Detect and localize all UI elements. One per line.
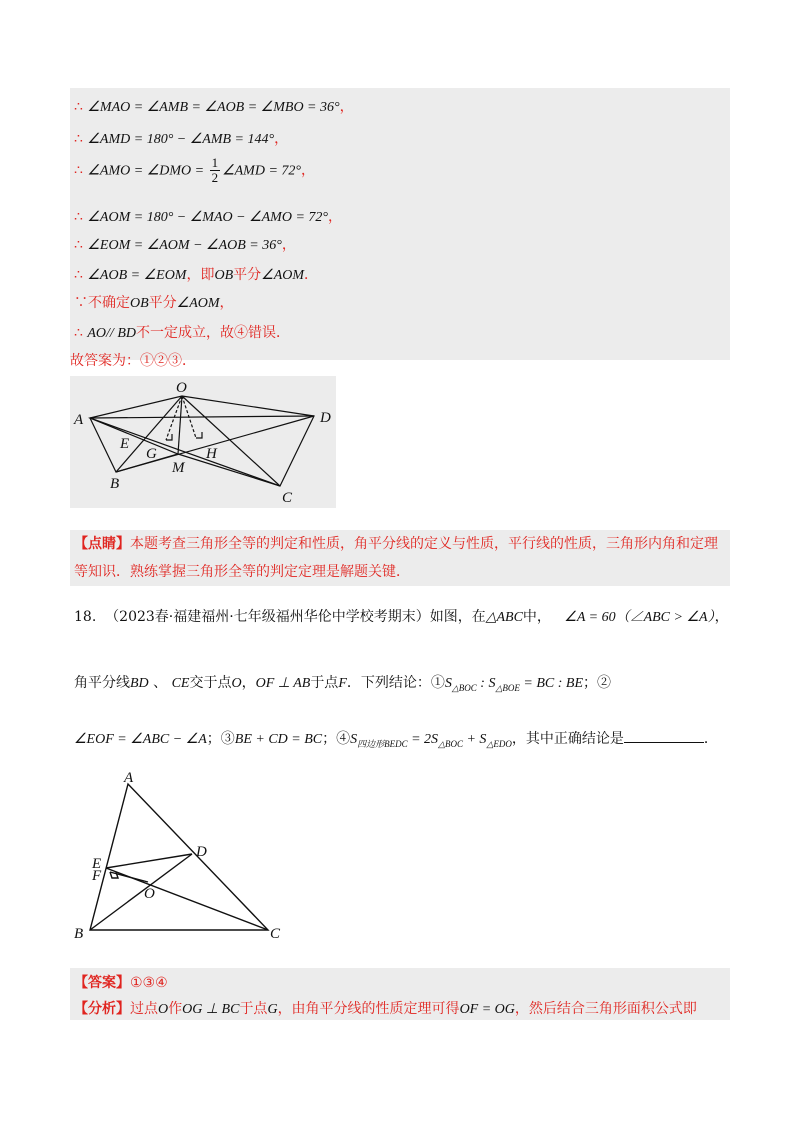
label-A: A (74, 412, 84, 428)
answer-blank[interactable] (624, 730, 704, 743)
label-D: D (320, 410, 331, 426)
proof-line-8: ∴ AO// BD不一定成立，故④错误． (74, 325, 290, 341)
analysis-row: 【分析】过点O作OG ⊥ BC于点G，由角平分线的性质定理可得OF = OG，然后结合三角形面积公式即 (74, 1001, 697, 1017)
question-line-2: 角平分线BD 、 CE交于点O，OF ⊥ AB于点F．下列结论：$①S_{\triangle BOC}$ : $S_{\triangle BOE}$ = BC : BE；② (74, 675, 611, 693)
proof-line-4: ∴ ∠AOM = 180° − ∠MAO − ∠AMO = 72°， (74, 209, 342, 225)
label-E2: E (92, 856, 102, 872)
label-O2: O (144, 886, 155, 902)
answer-line: 故答案为：①②③． (70, 353, 196, 369)
answer-row (74, 972, 168, 992)
label-A2: A (124, 770, 134, 786)
answer-value: ①③④ (130, 975, 168, 991)
proof-line-1: ∴ ∠MAO = ∠AMB = ∠AOB = ∠MBO = 36°， (74, 99, 354, 115)
fraction-half: $\frac{1}{2}$ (211, 155, 219, 185)
proof-line-5: ∴ ∠EOM = ∠AOM − ∠AOB = 36°， (74, 237, 296, 253)
label-O: O (176, 380, 187, 396)
figure-2-triangle (70, 768, 300, 946)
label-D2: D (196, 844, 207, 860)
label-B2: B (74, 926, 84, 942)
comment-tag: 【点睛】 (74, 536, 130, 552)
figure-1-geometry (70, 376, 336, 508)
label-H: H (206, 446, 217, 462)
question-line-1: 18. （2023春·福建福州·七年级福州华伦中学校考期末）如图，在△ABC中， ∠A = 60（∠ABC > ∠A）， (74, 609, 729, 625)
answer-tag: 【答案】 (74, 975, 130, 991)
comment-text: 【点睛】本题考查三角形全等的判定和性质，角平分线的定义与性质，平行线的性质，三角形内角和定理 等知识．熟练掌握三角形全等的判定定理是解题关键． (74, 536, 718, 580)
question-line-3: ∠EOF = ∠ABC − ∠A；③BE + CD = BC；$④S_{四边形BEDC} = 2S_{\triangle BOC} + S_{\triangle EDO}$，其中正确结论是 ． (74, 731, 718, 749)
proof-line-3: ∴ ∠AMO = ∠DMO = $\frac{1}{2}$ ∠AMD = 72°， (74, 155, 315, 185)
label-C2: C (270, 926, 281, 942)
label-C: C (282, 490, 293, 506)
label-M: M (172, 460, 185, 476)
label-G: G (146, 446, 157, 462)
proof-line-7: ∵不确定OB平分∠AOM， (74, 295, 234, 311)
label-F2: F (92, 868, 102, 884)
analysis-tag: 【分析】 (74, 1001, 130, 1017)
proof-line-6: ∴ ∠AOB = ∠EOM，即OB平分∠AOM． (74, 267, 319, 283)
proof-line-2: ∴ ∠AMD = 180° − ∠AMB = 144°， (74, 131, 289, 147)
label-B: B (110, 476, 120, 492)
label-E: E (120, 436, 130, 452)
